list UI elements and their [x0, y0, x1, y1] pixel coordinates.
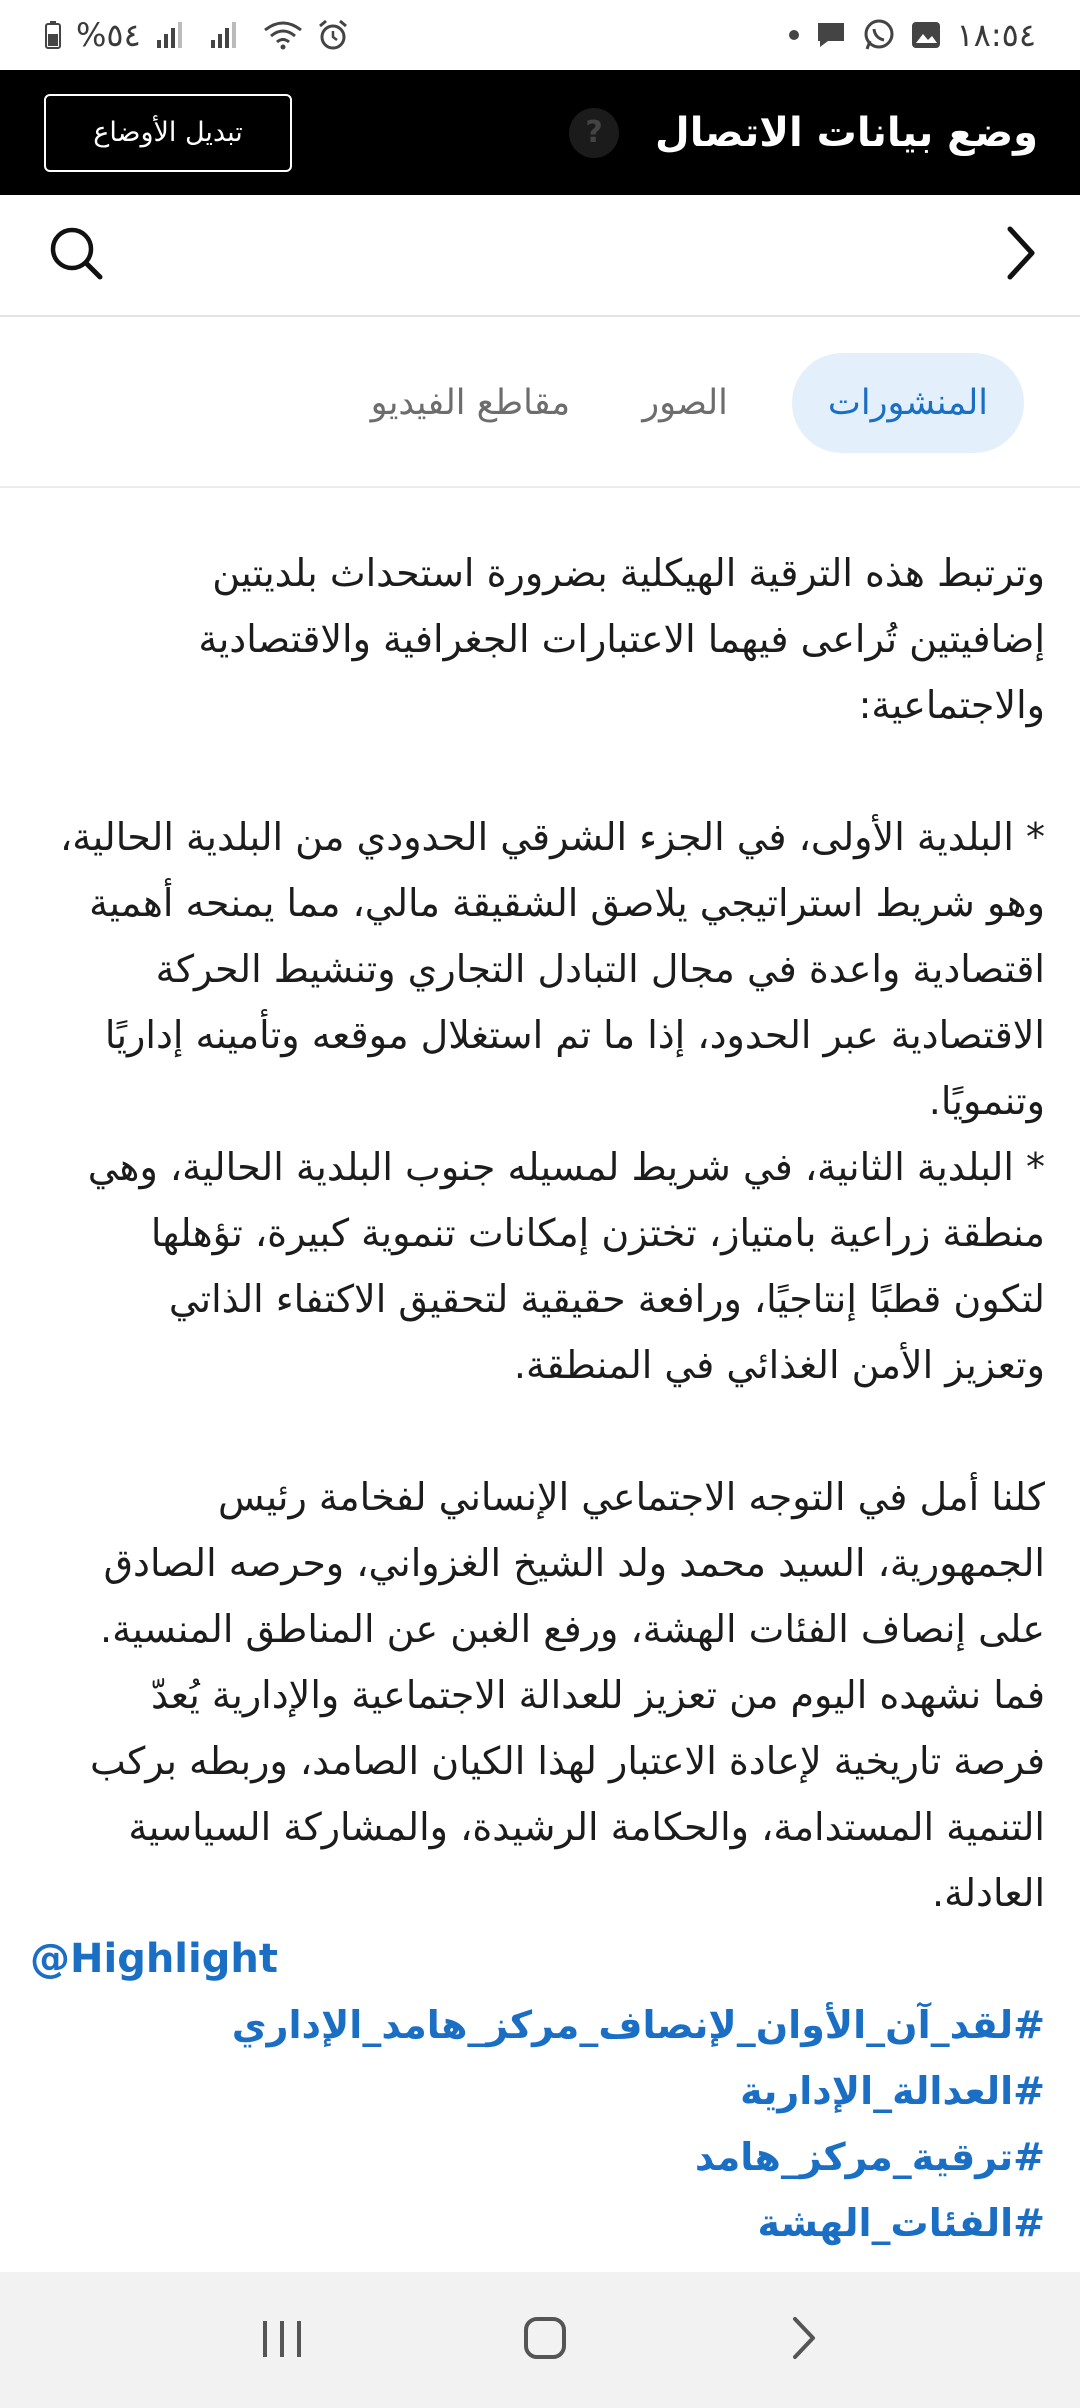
chat-icon [814, 19, 848, 51]
status-bar-notifications [788, 16, 1036, 54]
signal-icon [155, 20, 195, 50]
home-icon[interactable] [520, 2313, 570, 2367]
hashtag-link[interactable]: #الفئات_الهشة [757, 2201, 1045, 2245]
search-icon[interactable] [46, 223, 106, 287]
whatsapp-icon [862, 18, 896, 52]
tab-photos[interactable]: الصور [642, 383, 728, 423]
hashtag-link[interactable]: #العدالة_الإدارية [740, 2069, 1045, 2113]
back-chevron-icon[interactable] [1000, 223, 1040, 287]
banner-title: وضع بيانات الاتصال [655, 109, 1038, 156]
status-bar-system-icons [44, 16, 349, 54]
data-mode-banner [0, 70, 1080, 195]
status-bar [0, 0, 1080, 70]
tab-posts[interactable]: المنشورات [792, 353, 1024, 453]
clock-time: ١٨:٥٤ [956, 16, 1036, 54]
hashtag-link[interactable]: #ترقية_مركز_هامد [694, 2135, 1045, 2179]
mention-link[interactable]: @Highlight [30, 1936, 278, 1982]
help-icon[interactable]: ? [569, 108, 619, 158]
post-paragraph: وترتبط هذه الترقية الهيكلية بضرورة استحداث بلديتين إضافيتين تُراعى فيهما الاعتبارات الجغرافية والاقتصادية والاجتماعية: [198, 551, 1045, 727]
back-icon[interactable] [783, 2313, 823, 2367]
gallery-icon [910, 19, 942, 51]
battery-icon [44, 20, 62, 50]
dot-icon [788, 29, 800, 41]
banner-title-group [569, 108, 1038, 158]
hashtag-link[interactable]: #لقد_آن_الأوان_لإنصاف_مركز_هامد_الإداري [231, 2003, 1045, 2047]
wifi-icon [263, 20, 303, 50]
post-body [30, 540, 1045, 2322]
switch-modes-button[interactable]: تبديل الأوضاع [44, 94, 292, 172]
alarm-icon [317, 19, 349, 51]
post-paragraph: كلنا أمل في التوجه الاجتماعي الإنساني لفخامة رئيس الجمهورية، السيد محمد ولد الشيخ الغزواني، وحرصه الصادق على إنصاف الفئات الهشة، ورفع الغبن عن المناطق المنسية. فما نشهده اليوم من تعزيز للعدالة الاجتماعية والإدارية يُعدّ فرصة تاريخية لإعادة الاعتبار لهذا الكيان الصامد، وربطه بركب التنمية المستدامة، والحكامة الرشيدة، والمشاركة السياسية العادلة. [89, 1475, 1045, 1915]
top-toolbar [0, 195, 1080, 317]
tab-videos[interactable]: مقاطع الفيديو [370, 383, 571, 423]
system-nav-bar [0, 2272, 1080, 2408]
recent-apps-icon[interactable] [257, 2313, 307, 2367]
signal-icon [209, 20, 249, 50]
post-paragraph: * البلدية الأولى، في الجزء الشرقي الحدودي من البلدية الحالية، وهو شريط استراتيجي يلاصق الشقيقة مالي، مما يمنحه أهمية اقتصادية واعدة في مجال التبادل التجاري وتنشيط الحركة الاقتصادية عبر الحدود، إذا ما تم استغلال موقعه وتأمينه إداريًا وتنمويًا. * البلدية الثانية، في شريط لمسيله جنوب البلدية الحالية، وهي منطقة زراعية بامتياز، تختزن إمكانات تنموية كبيرة، تؤهلها لتكون قطبًا إنتاجيًا، ورافعة حقيقية لتحقيق الاكتفاء الذاتي وتعزيز الأمن الغذائي في المنطقة. [60, 815, 1045, 1387]
battery-percent: %٥٤ [76, 16, 141, 54]
content-tabs [0, 320, 1080, 488]
